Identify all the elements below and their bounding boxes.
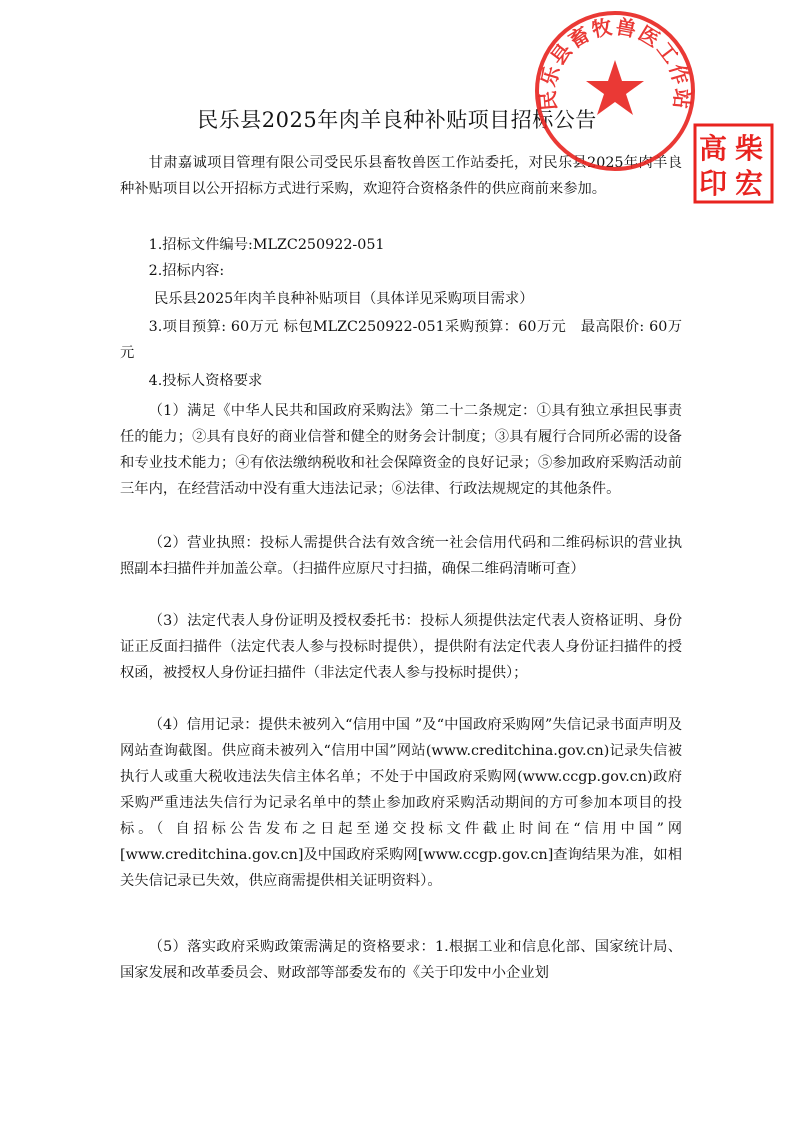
square-personal-seal xyxy=(693,123,774,204)
qualification-2 xyxy=(120,530,682,582)
intro-paragraph: 甘肃嘉诚项目管理有限公司受民乐县畜牧兽医工作站委托，对民乐县2025年肉羊良种补贴项目以公开招标方式进行采购，欢迎符合资格条件的供应商前来参加。 xyxy=(120,155,682,197)
page-title: 民乐县2025年肉羊良种补贴项目招标公告 xyxy=(197,108,597,132)
tender-number: 1.招标文件编号:MLZC250922-051 xyxy=(148,237,385,253)
qualification-1 xyxy=(120,398,682,502)
seal-char-1: 柴 xyxy=(735,132,764,165)
qualification-heading: 4.投标人资格要求 xyxy=(148,373,263,389)
qualification-4 xyxy=(120,712,682,894)
item-2-content xyxy=(154,286,716,312)
seal-char-2: 宏 xyxy=(735,167,764,200)
round-seal-text: 民乐县畜牧兽医工作站 xyxy=(535,14,695,112)
qualification-5-text: （5）落实政府采购政策需满足的资格要求：1.根据工业和信息化部、国家统计局、国家发展和改革委员会、财政部等部委发布的《关于印发中小企业划 xyxy=(120,939,682,981)
seal-char-3: 高 xyxy=(699,132,728,165)
qualification-1-text: （1）满足《中华人民共和国政府采购法》第二十二条规定：①具有独立承担民事责任的能力；②具有良好的商业信誉和健全的财务会计制度；③具有履行合同所必需的设备和专业技术能力；④有依法缴纳税收和社会保障资金的良好记录；⑤参加政府采购活动前三年内，在经营活动中没有重大违法记录；⑥法律、行政法规规定的其他条件。 xyxy=(120,403,682,497)
budget: 3.项目预算: 60万元 标包MLZC250922-051采购预算：60万元 最高限价: 60万元 xyxy=(120,319,682,361)
tender-content: 民乐县2025年肉羊良种补贴项目（具体详见采购项目需求） xyxy=(154,291,534,307)
item-1 xyxy=(120,232,682,258)
qualification-5 xyxy=(120,934,682,986)
item-3 xyxy=(120,314,682,366)
round-official-seal xyxy=(532,8,698,174)
qualification-4-text: （4）信用记录：提供未被列入“信用中国 ”及“中国政府采购网”失信记录书面声明及网站查询截图。供应商未被列入“信用中国”网站(www.creditchina.gov.cn)记录失信被执行人或重大税收违法失信主体名单；不处于中国政府采购网(www.ccgp.gov.cn)政府采购严重违法失信行为记录名单中的禁止参加政府采购活动期间的方可参加本项目的投标。（ 自招标公告发布之日起至递交投标文件截止时间在“信用中国”网[www.creditchina.gov.cn]及中国政府采购网[www.ccgp.gov.cn]查询结果为准，如相关失信记录已失效，供应商需提供相关证明资料）。 xyxy=(120,717,682,889)
qualification-3 xyxy=(120,608,682,686)
qualification-2-text: （2）营业执照：投标人需提供合法有效含统一社会信用代码和二维码标识的营业执照副本扫描件并加盖公章。（扫描件应原尺寸扫描，确保二维码清晰可查） xyxy=(120,535,682,577)
item-2 xyxy=(120,258,682,284)
item-4 xyxy=(120,368,682,394)
qualification-3-text: （3）法定代表人身份证明及授权委托书：投标人须提供法定代表人资格证明、身份证正反面扫描件（法定代表人参与投标时提供），提供附有法定代表人身份证扫描件的授权函，被授权人身份证扫描件（非法定代表人参与投标时提供）； xyxy=(120,613,682,681)
tender-content-label: 2.招标内容: xyxy=(148,263,225,279)
seal-char-4: 印 xyxy=(699,167,728,200)
